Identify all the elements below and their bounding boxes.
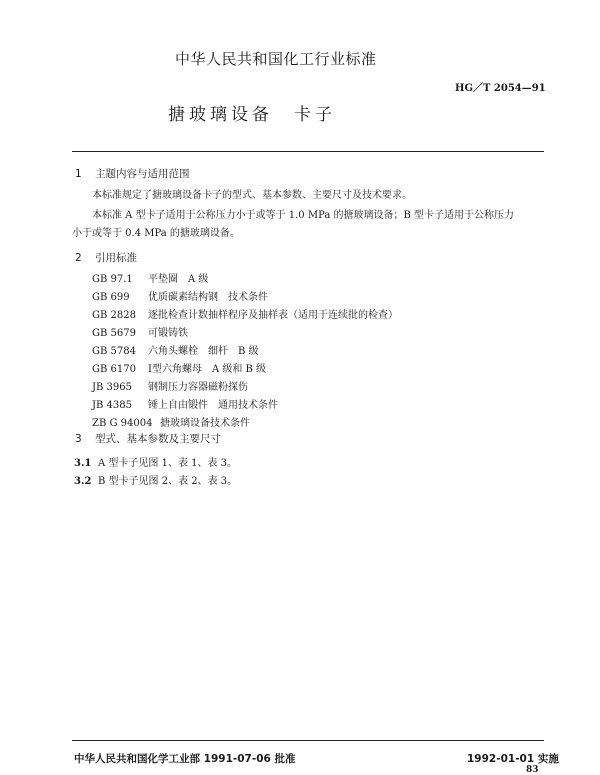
reference-item — [92, 342, 259, 357]
subsection-number: 3.2 — [74, 476, 92, 487]
section-3-heading — [75, 431, 221, 446]
section-number: 1 — [75, 168, 82, 180]
reference-title: 可锻铸铁 — [148, 328, 188, 339]
reference-item — [92, 378, 248, 393]
subsection-3-2 — [74, 472, 237, 487]
reference-title: 锤上自由锻件 通用技术条件 — [148, 400, 278, 411]
reference-title: Ⅰ型六角螺母 A 级和 B 级 — [148, 364, 267, 375]
standard-number: HG／T 2054—91 — [455, 83, 546, 94]
reference-code: ZB G 94004 — [92, 418, 153, 429]
section-1-paragraph-2-line-1: 本标准 A 型卡子适用于公称压力小于或等于 1.0 MPa 的搪玻璃设备；B 型卡子适用于公称压力 — [92, 210, 515, 221]
reference-title: 优质碳素结构钢 技术条件 — [148, 292, 268, 303]
subsection-3-1 — [74, 454, 237, 469]
reference-code: GB 699 — [92, 292, 130, 303]
reference-code: GB 5679 — [92, 328, 136, 339]
reference-item — [92, 270, 208, 285]
issuer-header: 中华人民共和国化工行业标准 — [175, 50, 377, 68]
section-2-heading — [75, 250, 137, 265]
top-divider — [72, 151, 544, 152]
reference-item — [92, 306, 398, 321]
document-title: 搪玻璃设备 卡子 — [168, 105, 336, 125]
reference-item — [92, 414, 250, 429]
page-number: 83 — [526, 765, 539, 775]
reference-item — [92, 324, 188, 339]
section-1-paragraph-2-line-2: 小于或等于 0.4 MPa 的搪玻璃设备。 — [72, 228, 240, 239]
reference-code: GB 6170 — [92, 364, 136, 375]
reference-item — [92, 360, 266, 375]
reference-code: JB 4385 — [92, 400, 132, 411]
section-title: 引用标准 — [95, 252, 137, 264]
implementation-date: 1992-01-01 实施 — [467, 753, 559, 765]
section-title: 主题内容与适用范围 — [95, 168, 190, 180]
section-number: 2 — [75, 252, 82, 264]
section-title: 型式、基本参数及主要尺寸 — [95, 433, 221, 445]
reference-title: 搪玻璃设备技术条件 — [160, 418, 250, 429]
reference-code: GB 97.1 — [92, 274, 133, 285]
reference-code: GB 5784 — [92, 346, 136, 357]
reference-title: 六角头螺栓 细杆 B 级 — [148, 346, 259, 357]
reference-title: 钢制压力容器磁粉探伤 — [148, 382, 248, 393]
section-1-paragraph-1: 本标准规定了搪玻璃设备卡子的型式、基本参数、主要尺寸及技术要求。 — [92, 190, 412, 201]
section-1-heading — [75, 166, 190, 181]
subsection-text: B 型卡子见图 2、表 2、表 3。 — [98, 476, 238, 487]
bottom-divider — [72, 740, 544, 741]
reference-code: JB 3965 — [92, 382, 132, 393]
subsection-number: 3.1 — [74, 458, 92, 469]
reference-item — [92, 288, 268, 303]
section-number: 3 — [75, 433, 82, 445]
reference-code: GB 2828 — [92, 310, 136, 321]
reference-item — [92, 396, 278, 411]
approval-line: 中华人民共和国化学工业部 1991-07-06 批准 — [74, 753, 296, 765]
reference-title: 逐批检查计数抽样程序及抽样表（适用于连续批的检查） — [148, 310, 398, 321]
subsection-text: A 型卡子见图 1、表 1、表 3。 — [98, 458, 238, 469]
reference-title: 平垫圈 A 级 — [148, 274, 209, 285]
